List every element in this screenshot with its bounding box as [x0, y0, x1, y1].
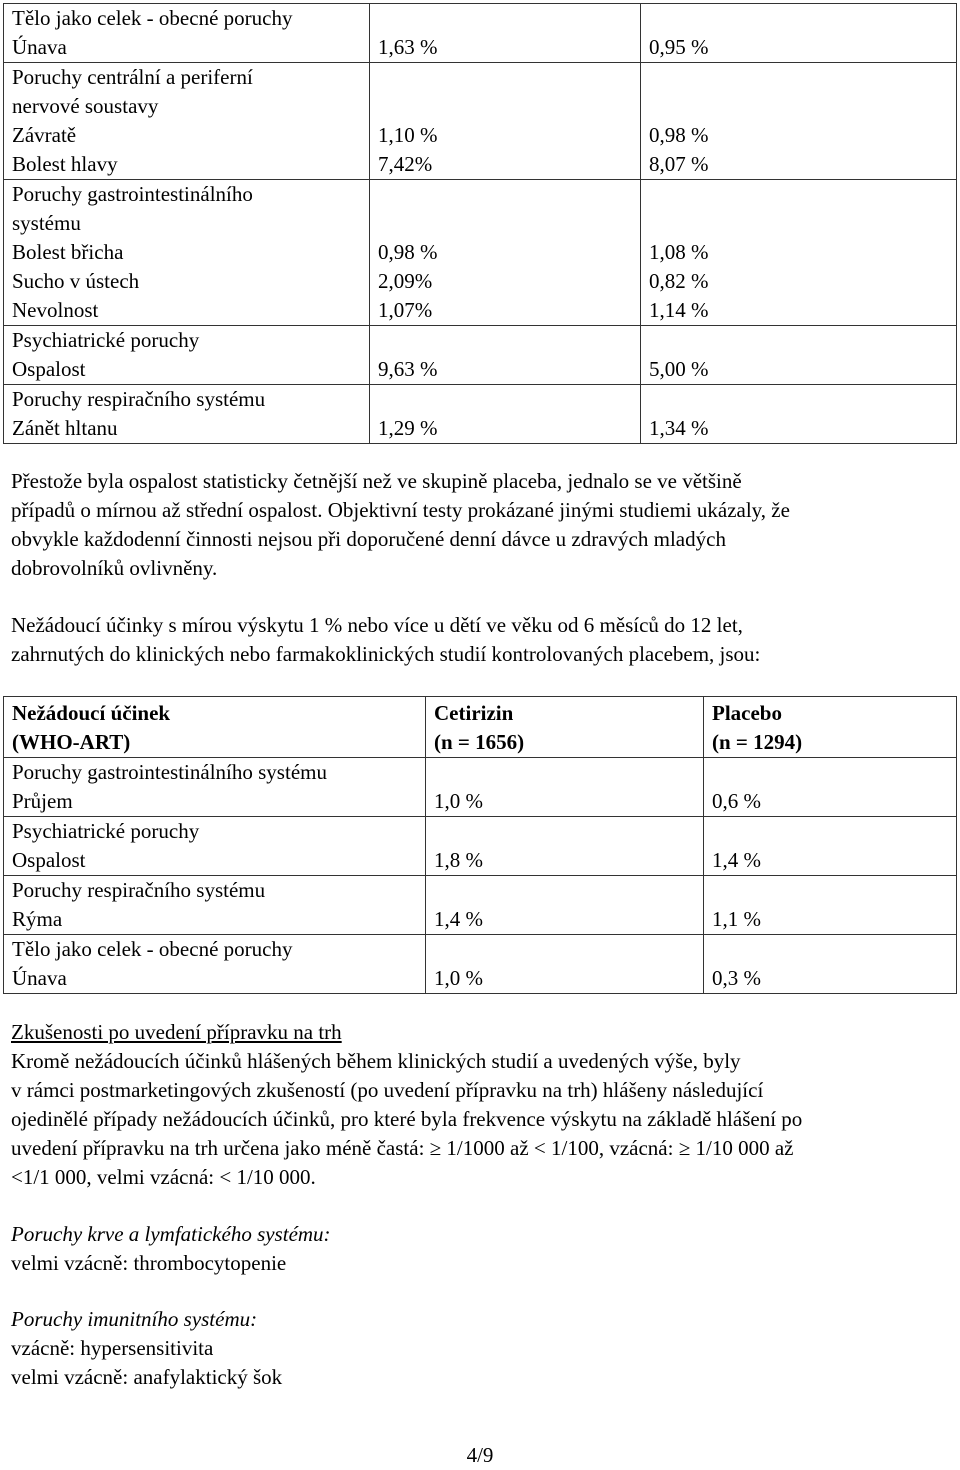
- paragraph-somnolence-note: Přestože byla ospalost statisticky četnější než ve skupině placeba, jednalo se ve většině případů o mírnou až střední ospalost. Objektivní testy prokázané jinými studiemi ukázaly, že obvykle každodenní činnosti nejsou při doporučené denní dávce u zdravých mladých dobrovolníků ovlivněny.: [11, 469, 790, 580]
- placebo-cell: 1,1 %: [704, 876, 957, 935]
- table-row: [4, 758, 957, 817]
- postmarketing-section: Zkušenosti po uvedení přípravku na trh Kromě nežádoucích účinků hlášených během klinických studií a uvedených výše, byly v rámci postmarketingových zkušeností (po uvedení přípravku na trh) hlášeny následující ojedinělé případy nežádoucích účinků, pro které byla frekvence výskytu na základě hlášení po uvedení přípravku na trh určena jako méně častá: ≥ 1/1000 až < 1/100, vzácná: ≥ 1/10 000 až <1/1 000, velmi vzácná: < 1/10 000.: [11, 1018, 951, 1192]
- effect-cell: Poruchy respiračního systému Zánět hltanu: [4, 385, 370, 444]
- blood-disorders-section: Poruchy krve a lymfatického systému: velmi vzácně: thrombocytopenie: [11, 1220, 951, 1278]
- cetirizin-cell: 0,98 % 2,09% 1,07%: [370, 180, 641, 326]
- table-row: [4, 180, 957, 326]
- effect-cell: Tělo jako celek - obecné poruchy Únava: [4, 935, 426, 994]
- placebo-cell: 5,00 %: [641, 326, 957, 385]
- placebo-cell: 1,34 %: [641, 385, 957, 444]
- header-placebo: Placebo (n = 1294): [704, 697, 957, 758]
- effect-cell: Psychiatrické poruchy Ospalost: [4, 817, 426, 876]
- placebo-cell: 0,95 %: [641, 4, 957, 63]
- cetirizin-cell: 1,0 %: [426, 935, 704, 994]
- placebo-cell: 0,98 % 8,07 %: [641, 63, 957, 180]
- effect-cell: Poruchy gastrointestinálního systému Bolest břicha Sucho v ústech Nevolnost: [4, 180, 370, 326]
- immune-disorders-section: Poruchy imunitního systému: vzácně: hypersensitivita velmi vzácně: anafylaktický šok: [11, 1305, 951, 1392]
- effect-cell: Tělo jako celek - obecné poruchy Únava: [4, 4, 370, 63]
- table-row: [4, 876, 957, 935]
- page-number: 4/9: [466, 1443, 494, 1467]
- cetirizin-cell: 1,4 %: [426, 876, 704, 935]
- header-effect: Nežádoucí účinek (WHO-ART): [4, 697, 426, 758]
- cetirizin-cell: 1,10 % 7,42%: [370, 63, 641, 180]
- cetirizin-cell: 1,63 %: [370, 4, 641, 63]
- placebo-cell: 1,4 %: [704, 817, 957, 876]
- header-cetirizin: Cetirizin (n = 1656): [426, 697, 704, 758]
- effect-cell: Poruchy centrální a periferní nervové soustavy Závratě Bolest hlavy: [4, 63, 370, 180]
- cetirizin-cell: 1,0 %: [426, 758, 704, 817]
- table-row: [4, 63, 957, 180]
- table-row: [4, 935, 957, 994]
- placebo-cell: 0,6 %: [704, 758, 957, 817]
- table-row: [4, 4, 957, 63]
- postmarketing-heading: Zkušenosti po uvedení přípravku na trh: [11, 1020, 342, 1044]
- table-row: [4, 385, 957, 444]
- effect-cell: Poruchy gastrointestinálního systému Průjem: [4, 758, 426, 817]
- table-row: [4, 817, 957, 876]
- effect-cell: Psychiatrické poruchy Ospalost: [4, 326, 370, 385]
- effect-cell: Poruchy respiračního systému Rýma: [4, 876, 426, 935]
- cetirizin-cell: 1,29 %: [370, 385, 641, 444]
- paragraph-children-intro: Nežádoucí účinky s mírou výskytu 1 % nebo více u dětí ve věku od 6 měsíců do 12 let, zahrnutých do klinických nebo farmakoklinických studií kontrolovaných placebem, jsou:: [11, 613, 761, 666]
- adverse-effects-table-children: [3, 696, 957, 994]
- cetirizin-cell: 9,63 %: [370, 326, 641, 385]
- table-header-row: [4, 697, 957, 758]
- table-row: [4, 326, 957, 385]
- immune-disorders-title: Poruchy imunitního systému:: [11, 1307, 258, 1331]
- cetirizin-cell: 1,8 %: [426, 817, 704, 876]
- adverse-effects-table-adults: [3, 3, 957, 444]
- blood-disorders-title: Poruchy krve a lymfatického systému:: [11, 1222, 331, 1246]
- placebo-cell: 1,08 % 0,82 % 1,14 %: [641, 180, 957, 326]
- placebo-cell: 0,3 %: [704, 935, 957, 994]
